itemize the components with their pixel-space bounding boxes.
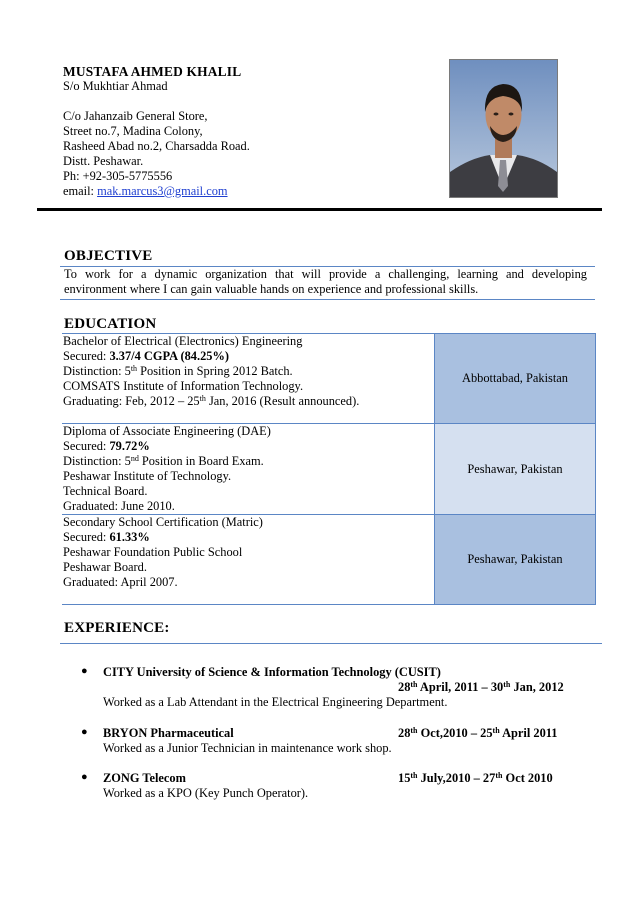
experience-item: [81, 726, 581, 756]
board-name: Technical Board.: [63, 484, 148, 498]
profile-photo: [449, 59, 558, 198]
date-text: Oct,2010 – 25: [417, 726, 493, 740]
ordinal-suffix: nd: [130, 454, 139, 463]
role-description: Worked as a Lab Attendant in the Electrical Engineering Department.: [103, 695, 448, 709]
company-text: CITY University of Science & Information Technology (CUSIT): [103, 665, 441, 679]
distinction: [63, 364, 434, 379]
email-line: [63, 184, 250, 199]
experience-item: [81, 665, 581, 710]
degree-title: Secondary School Certification (Matric): [63, 515, 263, 529]
date-text: 28: [398, 680, 411, 694]
education-heading: EDUCATION: [64, 316, 157, 332]
graduation-date: Graduated: April 2007.: [63, 575, 178, 589]
employment-dates: [398, 771, 553, 786]
graduation-text: Jan, 2016 (Result announced).: [205, 394, 360, 408]
education-location: Peshawar, Pakistan: [435, 515, 596, 605]
date-text: April 2011: [499, 726, 558, 740]
date-text: 15: [398, 771, 411, 785]
ordinal-suffix: th: [130, 364, 138, 373]
ordinal-suffix: th: [199, 394, 206, 403]
experience-item: [81, 771, 581, 801]
bullet-icon: ●: [81, 771, 88, 783]
graduation-date: [63, 394, 434, 409]
distinction-text: Distinction: 5: [63, 364, 131, 378]
distinction: [63, 454, 434, 469]
degree-title: Bachelor of Electrical (Electronics) Engineering: [63, 334, 303, 348]
role-description: Worked as a KPO (Key Punch Operator).: [103, 786, 309, 800]
degree-title: Diploma of Associate Engineering (DAE): [63, 424, 271, 438]
ordinal-suffix: th: [410, 726, 418, 735]
email-label: email:: [63, 184, 98, 198]
education-table: [62, 333, 596, 605]
education-location: Abbottabad, Pakistan: [435, 334, 596, 424]
secured-value: 79.72%: [109, 439, 150, 453]
ordinal-suffix: th: [410, 680, 418, 689]
bullet-icon: ●: [81, 726, 88, 738]
date-text: 28: [398, 726, 411, 740]
date-text: July,2010 – 27: [417, 771, 496, 785]
distinction-text: Position in Spring 2012 Batch.: [137, 364, 293, 378]
secured-score: [63, 530, 434, 545]
secured-score: [63, 439, 434, 454]
secured-value: 3.37/4 CGPA (84.25%): [109, 349, 229, 363]
ordinal-suffix: th: [492, 726, 500, 735]
institute-name: Peshawar Institute of Technology.: [63, 469, 232, 483]
date-text: Oct 2010: [502, 771, 553, 785]
education-row: [62, 424, 596, 515]
experience-heading: EXPERIENCE:: [64, 620, 170, 636]
education-details: [62, 424, 435, 515]
distinction-text: Distinction: 5: [63, 454, 131, 468]
graduation-date: Graduated: June 2010.: [63, 499, 175, 513]
ordinal-suffix: th: [410, 771, 418, 780]
employment-dates: [398, 680, 564, 695]
phone-number: Ph: +92-305-5775556: [63, 169, 173, 183]
company-text: BRYON Pharmaceutical: [103, 726, 234, 740]
spacer: [63, 94, 250, 109]
address-line-2: Street no.7, Madina Colony,: [63, 124, 203, 138]
distinction-text: Position in Board Exam.: [138, 454, 264, 468]
candidate-name: MUSTAFA AHMED KHALIL: [63, 64, 242, 79]
address-line-3: Rasheed Abad no.2, Charsadda Road.: [63, 139, 250, 153]
parent-name: S/o Mukhtiar Ahmad: [63, 79, 168, 93]
objective-text: To work for a dynamic organization that will provide a challenging, learning and developing environment where I can gain valuable hands on experience and professional skills.: [64, 267, 587, 296]
email-link[interactable]: mak.marcus3@gmail.com: [97, 184, 228, 198]
secured-value: 61.33%: [109, 530, 150, 544]
education-details: [62, 334, 435, 424]
secured-score: [63, 349, 434, 364]
secured-label: Secured:: [63, 439, 110, 453]
address-line-4: Distt. Peshawar.: [63, 154, 144, 168]
portrait-illustration: [450, 60, 557, 197]
board-name: Peshawar Board.: [63, 560, 147, 574]
ordinal-suffix: th: [503, 680, 511, 689]
experience-rule: [60, 643, 602, 644]
company-text: ZONG Telecom: [103, 771, 186, 785]
education-details: [62, 515, 435, 605]
employment-dates: [398, 726, 558, 741]
institute-name: COMSATS Institute of Information Technology.: [63, 379, 304, 393]
objective-rule-bottom: [60, 299, 595, 300]
secured-label: Secured:: [63, 530, 110, 544]
contact-block: [63, 64, 250, 199]
address-line-1: C/o Jahanzaib General Store,: [63, 109, 208, 123]
objective-heading: OBJECTIVE: [64, 248, 153, 264]
bullet-icon: ●: [81, 665, 88, 677]
role-description: Worked as a Junior Technician in maintenance work shop.: [103, 741, 392, 755]
date-text: Jan, 2012: [510, 680, 564, 694]
graduation-text: Graduating: Feb, 2012 – 25: [63, 394, 200, 408]
education-location: Peshawar, Pakistan: [435, 424, 596, 515]
ordinal-suffix: th: [495, 771, 503, 780]
education-row: [62, 334, 596, 424]
company-name: [103, 665, 583, 680]
secured-label: Secured:: [63, 349, 110, 363]
header-divider: [37, 208, 602, 211]
date-text: April, 2011 – 30: [417, 680, 504, 694]
education-row: [62, 515, 596, 605]
school-name: Peshawar Foundation Public School: [63, 545, 243, 559]
